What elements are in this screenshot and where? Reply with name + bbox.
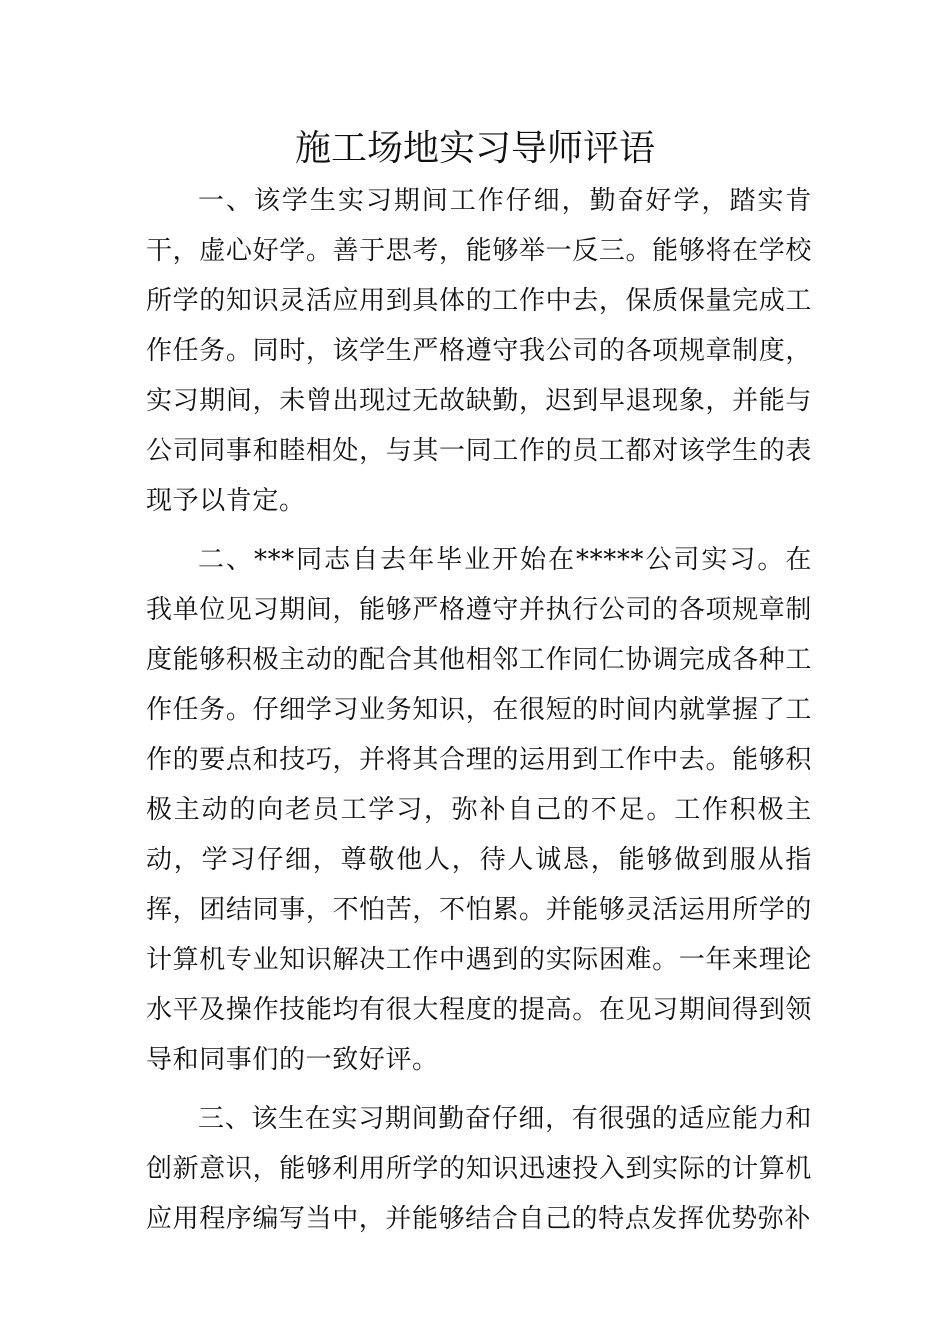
paragraph-2: 二、***同志自去年毕业开始在*****公司实习。在我单位见习期间，能够严格遵守并执行公司的各项规章制度能够积极主动的配合其他相邻工作同仁协调完成各种工作任务。仔细学习业务知识，在很短的时间内就掌握了工作的要点和技巧，并将其合理的运用到工作中去。能够积极主动的向老员工学习，弥补自己的不足。工作积极主动，学习仔细，尊敬他人，待人诚恳，能够做到服从指挥，团结同事，不怕苦，不怕累。并能够灵活运用所学的计算机专业知识解决工作中遇到的实际困难。一年来理论水平及操作技能均有很大程度的提高。在见习期间得到领导和同事们的一致好评。 xyxy=(146,545,812,1075)
document-body xyxy=(146,176,812,1244)
paragraph-1: 一、该学生实习期间工作仔细，勤奋好学，踏实肯干，虚心好学。善于思考，能够举一反三。能够将在学校所学的知识灵活应用到具体的工作中去，保质保量完成工作任务。同时，该学生严格遵守我公司的各项规章制度，实习期间，未曾出现过无故缺勤，迟到早退现象，并能与公司同事和睦相处，与其一同工作的员工都对该学生的表现予以肯定。 xyxy=(146,186,812,516)
document-title: 施工场地实习导师评语 xyxy=(294,128,655,169)
paragraph-3: 三、该生在实习期间勤奋仔细，有很强的适应能力和创新意识，能够利用所学的知识迅速投入到实际的计算机应用程序编写当中，并能够结合自己的特点发挥优势弥补 xyxy=(146,1104,812,1234)
